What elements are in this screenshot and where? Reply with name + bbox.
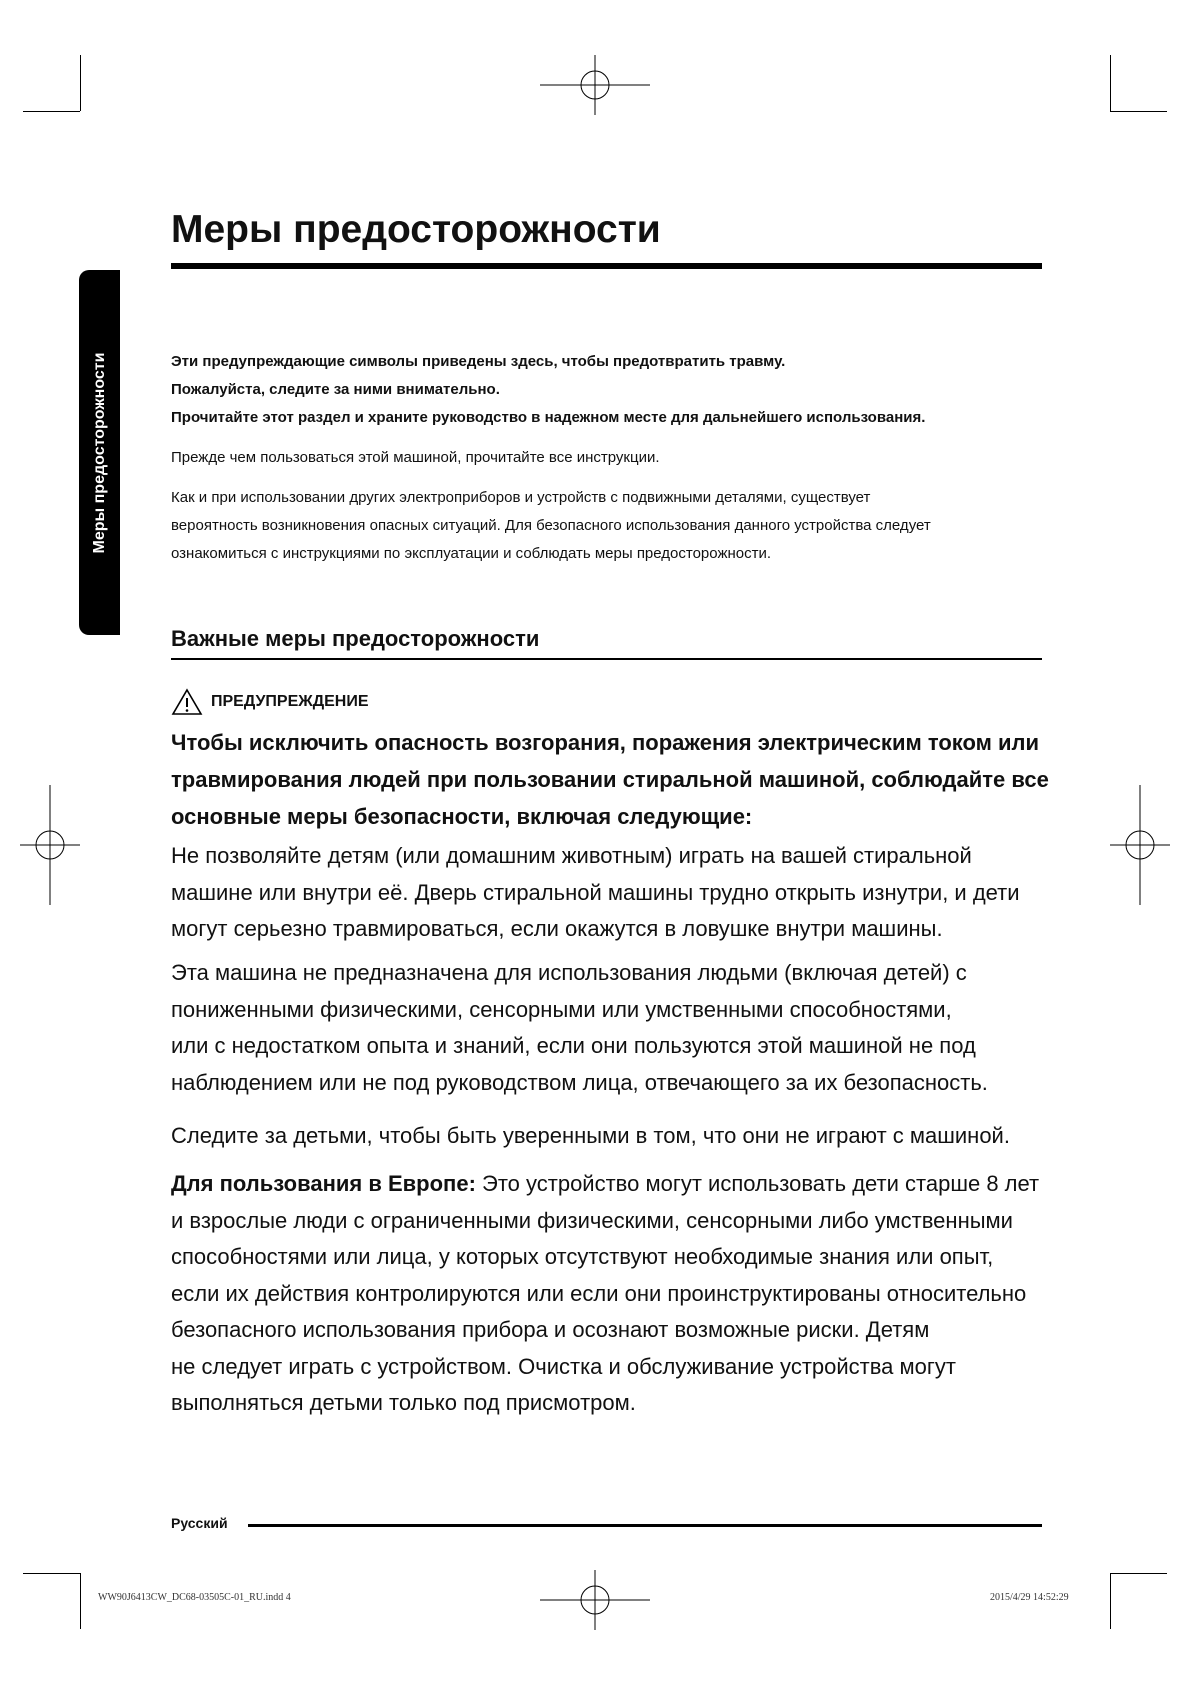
crop-mark <box>23 111 80 112</box>
crop-mark <box>80 55 81 111</box>
paragraph-line: безопасного использования прибора и осознают возможные риски. Детям <box>171 1317 930 1342</box>
paragraph-line: Не позволяйте детям (или домашним животным) играть на вашей стиральной <box>171 843 972 868</box>
paragraph-line: наблюдением или не под руководством лица, отвечающего за их безопасность. <box>171 1069 988 1095</box>
crop-mark <box>1110 55 1111 111</box>
footer-language: Русский <box>171 1515 228 1531</box>
paragraph-line: способностями или лица, у которых отсутствуют необходимые знания или опыт, <box>171 1244 994 1269</box>
intro-paragraph: Прежде чем пользоваться этой машиной, прочитайте все инструкции. <box>171 449 660 466</box>
warning-lead-line: основные меры безопасности, включая следующие: <box>171 804 753 829</box>
europe-bold-prefix: Для пользования в Европе <box>171 1171 469 1196</box>
intro-paragraph-line: вероятность возникновения опасных ситуаций. Для безопасного использования данного устройства следует <box>171 517 931 534</box>
paragraph-line: могут серьезно травмироваться, если окажутся в ловушке внутри машины. <box>171 916 943 941</box>
warning-lead <box>171 724 1051 835</box>
footer-rule <box>248 1524 1042 1527</box>
europe-colon: : <box>468 1171 476 1196</box>
paragraph-line: или с недостатком опыта и знаний, если они пользуются этой машиной не под <box>171 1033 976 1058</box>
page-title: Меры предосторожности <box>171 208 661 251</box>
safety-paragraph <box>171 1118 1051 1155</box>
europe-paragraph <box>171 1166 1051 1422</box>
crop-mark <box>1110 1573 1111 1629</box>
registration-mark-icon <box>540 55 650 115</box>
warning-lead-line: травмирования людей при пользовании стиральной машиной, соблюдайте все <box>171 767 1049 792</box>
paragraph-line: если их действия контролируются или если они проинструктированы относительно <box>171 1280 1027 1306</box>
crop-mark <box>1110 1573 1167 1574</box>
print-timestamp: 2015/4/29 14:52:29 <box>990 1592 1069 1603</box>
intro-paragraph-line: Как и при использовании других электроприборов и устройств с подвижными деталями, существует <box>171 489 871 506</box>
warning-triangle-icon <box>171 688 203 716</box>
warning-label: ПРЕДУПРЕЖДЕНИЕ <box>211 693 369 710</box>
warning-row <box>171 688 369 716</box>
safety-paragraph <box>171 838 1051 948</box>
warning-lead-line: Чтобы исключить опасность возгорания, поражения электрическим током или <box>171 730 1040 755</box>
paragraph-line: Следите за детьми, чтобы быть уверенными в том, что они не играют с машиной. <box>171 1123 1010 1148</box>
registration-mark-icon <box>1110 785 1170 905</box>
section-rule <box>171 658 1042 660</box>
intro-bold-line: Прочитайте этот раздел и храните руководство в надежном месте для дальнейшего использования. <box>171 409 926 426</box>
section-heading: Важные меры предосторожности <box>171 626 540 651</box>
intro-bold-line: Пожалуйста, следите за ними внимательно. <box>171 381 500 398</box>
title-rule <box>171 263 1042 269</box>
registration-mark-icon <box>540 1570 650 1630</box>
crop-mark <box>23 1573 80 1574</box>
paragraph-line <box>171 1166 1051 1203</box>
side-tab <box>79 270 120 635</box>
side-tab-label: Меры предосторожности <box>90 352 108 553</box>
intro-paragraph-line: ознакомиться с инструкциями по эксплуатации и соблюдать меры предосторожности. <box>171 545 772 562</box>
paragraph-line: и взрослые люди с ограниченными физическими, сенсорными либо умственными <box>171 1207 1013 1233</box>
intro-bold-line: Эти предупреждающие символы приведены здесь, чтобы предотвратить травму. <box>171 353 786 370</box>
crop-mark <box>1110 111 1167 112</box>
paragraph-line: Эта машина не предназначена для использования людьми (включая детей) с <box>171 960 967 985</box>
paragraph-line: пониженными физическими, сенсорными или умственными способностями, <box>171 996 952 1022</box>
registration-mark-icon <box>20 785 80 905</box>
paragraph-line: выполняться детьми только под присмотром. <box>171 1390 636 1415</box>
paragraph-line: не следует играть с устройством. Очистка и обслуживание устройства могут <box>171 1353 956 1379</box>
europe-first-line: Это устройство могут использовать дети старше 8 лет <box>475 1171 1040 1196</box>
safety-paragraph <box>171 955 1051 1101</box>
paragraph-line: машине или внутри её. Дверь стиральной машины трудно открыть изнутри, и дети <box>171 879 1020 905</box>
print-file-name: WW90J6413CW_DC68-03505C-01_RU.indd 4 <box>98 1592 291 1603</box>
crop-mark <box>80 1573 81 1629</box>
